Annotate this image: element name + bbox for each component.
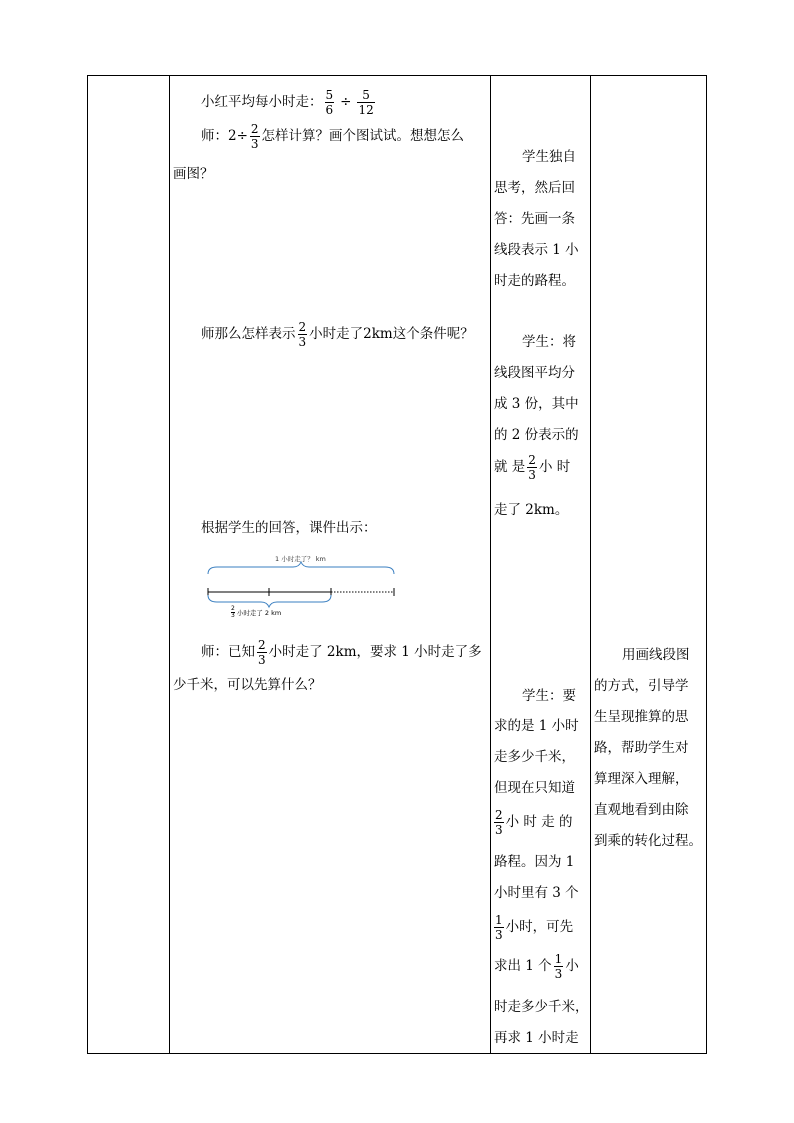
student-answer-1-line: 学生独自 bbox=[522, 149, 576, 165]
intent-line: 路，帮助学生对 bbox=[594, 740, 689, 756]
intent-line: 算理深入理解， bbox=[594, 771, 689, 787]
teacher-question-3: 师：已知 $\frac{2}{3}$ 小时走了 2km，要求 1 小时走了多 bbox=[201, 638, 482, 667]
student-answer-2-line: 线段图平均分 bbox=[494, 365, 575, 381]
teacher-courseware-intro: 根据学生的回答，课件出示： bbox=[201, 520, 377, 536]
student-answer-3-fraction-line: $\frac{1}{3}$ 小时，可先 bbox=[495, 913, 574, 942]
intent-line: 用画线段图 bbox=[622, 647, 690, 663]
column-divider bbox=[169, 76, 170, 1053]
student-answer-1-line: 答：先画一条 bbox=[494, 211, 575, 227]
teacher-line-1: 小红平均每小时走： $\frac{5}{6}$ ÷ $\frac{5}{12}$ bbox=[201, 88, 374, 117]
student-answer-3-fraction-line: 求出 1 个 $\frac{1}{3}$ 小 bbox=[494, 952, 579, 981]
intent-line: 生呈现推算的思 bbox=[594, 709, 689, 725]
student-answer-3-line: 时走多少千米， bbox=[494, 999, 589, 1015]
student-answer-3-line: 小时里有 3 个 bbox=[494, 885, 579, 901]
student-answer-3-line: 路程。因为 1 bbox=[494, 854, 575, 870]
student-answer-3-line: 走多少千米， bbox=[494, 749, 575, 765]
column-divider bbox=[590, 76, 591, 1053]
intent-line: 的方式，引导学 bbox=[594, 678, 689, 694]
intent-line: 直观地看到由除 bbox=[594, 802, 689, 818]
diagram-top-label: 1 小时走了？ km bbox=[275, 555, 326, 563]
diagram-bottom-label: 2 3 小时走了 2 km bbox=[231, 605, 282, 619]
intent-line: 到乘的转化过程。 bbox=[594, 833, 702, 849]
student-answer-3-fraction-line: $\frac{2}{3}$ 小 时 走 的 bbox=[495, 808, 573, 837]
student-answer-1-line: 时走的路程。 bbox=[494, 273, 575, 289]
teacher-question-2: 师那么怎样表示 $\frac{2}{3}$ 小时走了2km这个条件呢？ bbox=[201, 320, 474, 349]
student-answer-2-line: 成 3 份，其中 bbox=[494, 396, 579, 412]
teacher-question-1-cont: 画图？ bbox=[173, 166, 214, 182]
line-segment-diagram bbox=[205, 548, 400, 622]
student-answer-1-line: 线段表示 1 小 bbox=[494, 242, 579, 258]
top-brace bbox=[208, 562, 394, 574]
student-answer-3-line: 再求 1 小时走 bbox=[494, 1030, 579, 1046]
student-answer-3-line: 学生：要 bbox=[522, 688, 576, 704]
student-answer-2-line: 的 2 份表示的 bbox=[494, 427, 579, 443]
student-answer-3-line: 求的是 1 小时 bbox=[494, 718, 579, 734]
student-answer-2-line: 学生：将 bbox=[522, 334, 576, 350]
student-answer-1-line: 思考，然后回 bbox=[494, 180, 575, 196]
column-divider bbox=[490, 76, 491, 1053]
teacher-question-1: 师：2÷ $\frac{2}{3}$ 怎样计算？画个图试试。想想怎么 bbox=[201, 122, 465, 151]
student-answer-3-line: 但现在只知道 bbox=[494, 780, 575, 796]
student-answer-2-fraction-line: 就 是 $\frac{2}{3}$ 小 时 bbox=[494, 453, 571, 482]
teacher-question-3-cont: 少千米，可以先算什么？ bbox=[173, 677, 322, 693]
student-answer-2-line: 走了 2km。 bbox=[494, 502, 569, 518]
